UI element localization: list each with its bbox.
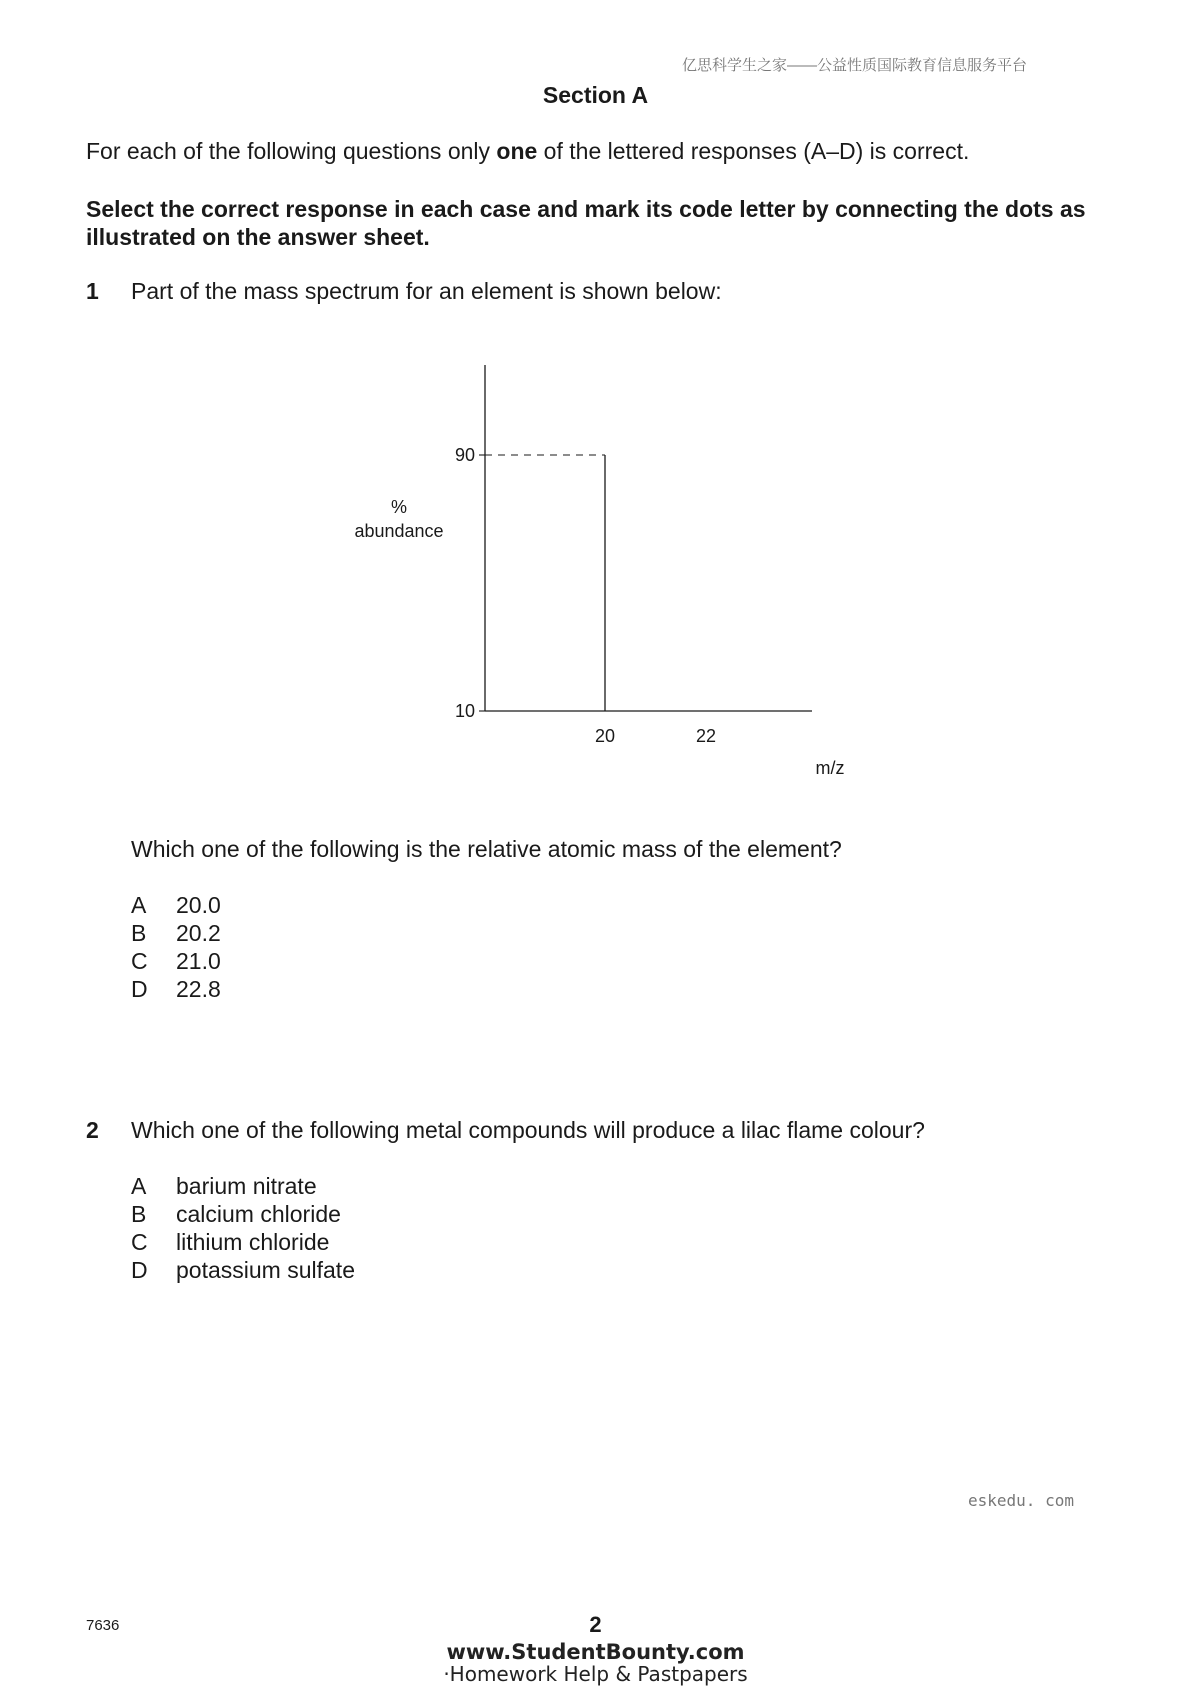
y-tick-label: 10 (454, 701, 475, 721)
intro-emphasis: one (496, 138, 538, 164)
question-1-number: 1 (86, 278, 99, 304)
x-tick-label: 20 (594, 726, 616, 746)
q2-option-a[interactable] (131, 1173, 317, 1200)
intro-before: For each of the following questions only (86, 138, 497, 164)
q2-option-c[interactable] (131, 1229, 329, 1256)
q2-option-d[interactable] (131, 1257, 355, 1284)
option-text: 22.8 (176, 976, 221, 1002)
x-axis-label: m/z (815, 758, 845, 778)
chart-ticks (455, 445, 716, 746)
q1-option-b[interactable] (131, 920, 221, 947)
header-platform-note: 亿思科学生之家——公益性质国际教育信息服务平台 (682, 57, 1028, 74)
y-axis-label-line2: abundance (354, 521, 444, 541)
q2-option-b[interactable] (131, 1201, 341, 1228)
paper-code: 7636 (86, 1617, 120, 1634)
question-2-text: Which one of the following metal compounds will produce a lilac flame colour? (131, 1117, 925, 1143)
section-title: Section A (542, 82, 649, 108)
option-text: calcium chloride (176, 1201, 341, 1227)
q1-option-c[interactable] (131, 948, 221, 975)
mass-spectrum-chart (0, 0, 1191, 800)
x-tick-label: 22 (695, 726, 717, 746)
option-text: 21.0 (176, 948, 221, 974)
page-number: 2 (589, 1612, 602, 1637)
studentbounty-logo (0, 1641, 1191, 1685)
intro-after: of the lettered responses (A–D) is correct. (537, 138, 970, 164)
question-2-number: 2 (86, 1117, 99, 1143)
question-1-text: Part of the mass spectrum for an element is shown below: (131, 278, 722, 304)
y-tick-label: 90 (454, 445, 475, 465)
brand-line-2: ·Homework Help & Pastpapers (443, 1662, 748, 1686)
chart-bars (605, 455, 706, 711)
option-letter: A (131, 892, 147, 918)
option-text: 20.0 (176, 892, 221, 918)
q1-option-a[interactable] (131, 892, 221, 919)
option-letter: D (131, 976, 148, 1002)
chart-guides (485, 455, 706, 711)
option-letter: D (131, 1257, 148, 1283)
option-letter: C (131, 948, 148, 974)
option-text: barium nitrate (176, 1173, 317, 1199)
instruction-text: Select the correct response in each case and mark its code letter by connecting the dots as illustrated on the answer sheet. (86, 196, 1086, 250)
brand-line-1: www.StudentBounty.com (446, 1640, 745, 1664)
site-watermark: eskedu. com (968, 1491, 1074, 1510)
option-text: lithium chloride (176, 1229, 330, 1255)
option-letter: C (131, 1229, 148, 1255)
y-axis-label-line1: % (390, 497, 408, 517)
option-letter: A (131, 1173, 147, 1199)
option-letter: B (131, 920, 147, 946)
option-text: 20.2 (176, 920, 221, 946)
option-letter: B (131, 1201, 147, 1227)
q1-option-d[interactable] (131, 976, 221, 1003)
option-text: potassium sulfate (176, 1257, 355, 1283)
question-1-prompt: Which one of the following is the relative atomic mass of the element? (131, 836, 842, 862)
